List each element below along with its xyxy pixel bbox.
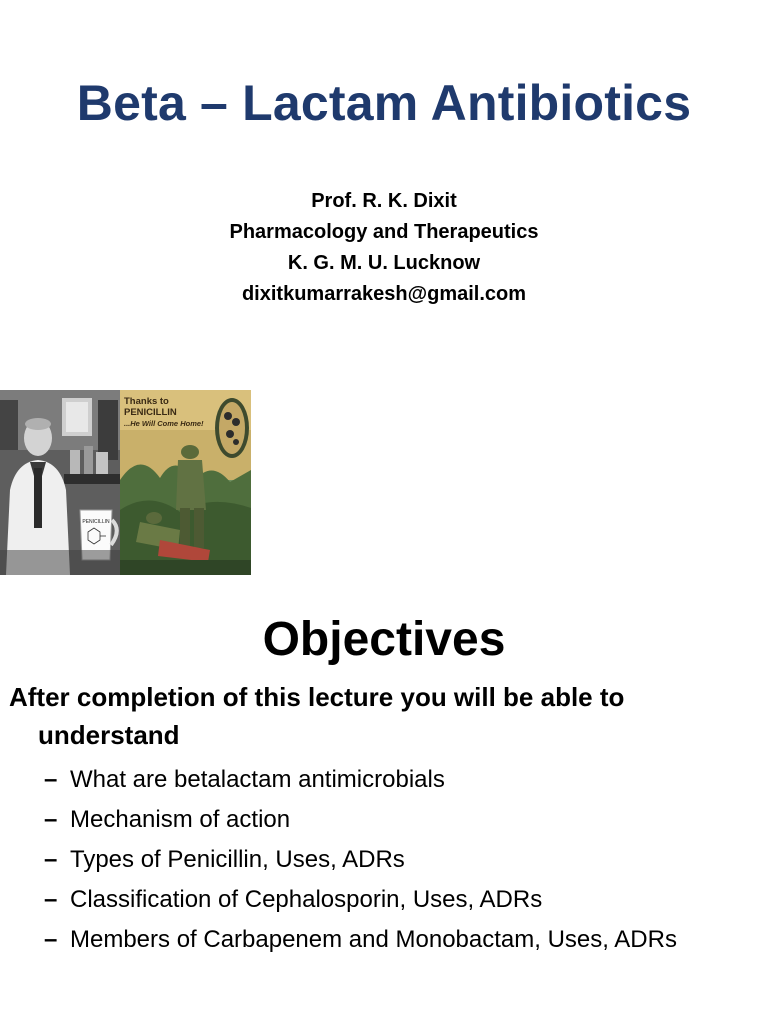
intro-line-2: understand — [38, 720, 180, 750]
objectives-list — [44, 760, 764, 960]
author-name: Prof. R. K. Dixit — [311, 190, 457, 212]
list-item — [44, 840, 764, 880]
list-item-text: Classification of Cephalosporin, Uses, ADRs — [70, 886, 543, 913]
objectives-title: Objectives — [262, 613, 506, 666]
poster-line1: Thanks to PENICILLIN — [124, 396, 177, 418]
mug-label: PENICILLIN — [82, 519, 110, 525]
list-item — [44, 880, 764, 920]
author-department: Pharmacology and Therapeutics — [229, 221, 539, 243]
list-item — [44, 800, 764, 840]
bullet-dash: – — [44, 846, 58, 873]
intro-line-1: After completion of this lecture you will be able to — [9, 682, 625, 712]
list-item-text: Mechanism of action — [70, 806, 291, 833]
bullet-dash: – — [44, 886, 58, 913]
objectives-slide — [0, 590, 768, 1024]
author-block — [0, 186, 768, 310]
list-item — [44, 920, 764, 960]
list-item — [44, 760, 764, 800]
scientist-photo-illustration — [0, 390, 120, 575]
slide-title: Beta – Lactam Antibiotics — [76, 75, 692, 131]
poster-caption — [124, 396, 216, 429]
author-email: dixitkumarrakesh@gmail.com — [241, 283, 527, 305]
author-institution: K. G. M. U. Lucknow — [287, 252, 481, 274]
bullet-dash: – — [44, 806, 58, 833]
bullet-dash: – — [44, 766, 58, 793]
penicillin-poster — [120, 390, 251, 575]
list-item-text: Types of Penicillin, Uses, ADRs — [70, 846, 405, 873]
scientist-photo — [0, 390, 120, 575]
list-item-text: What are betalactam antimicrobials — [70, 766, 445, 793]
bullet-dash: – — [44, 926, 58, 953]
poster-line2: ...He Will Come Home! — [124, 419, 204, 428]
list-item-text: Members of Carbapenem and Monobactam, Uses, ADRs — [70, 926, 677, 953]
objectives-intro — [9, 678, 749, 754]
